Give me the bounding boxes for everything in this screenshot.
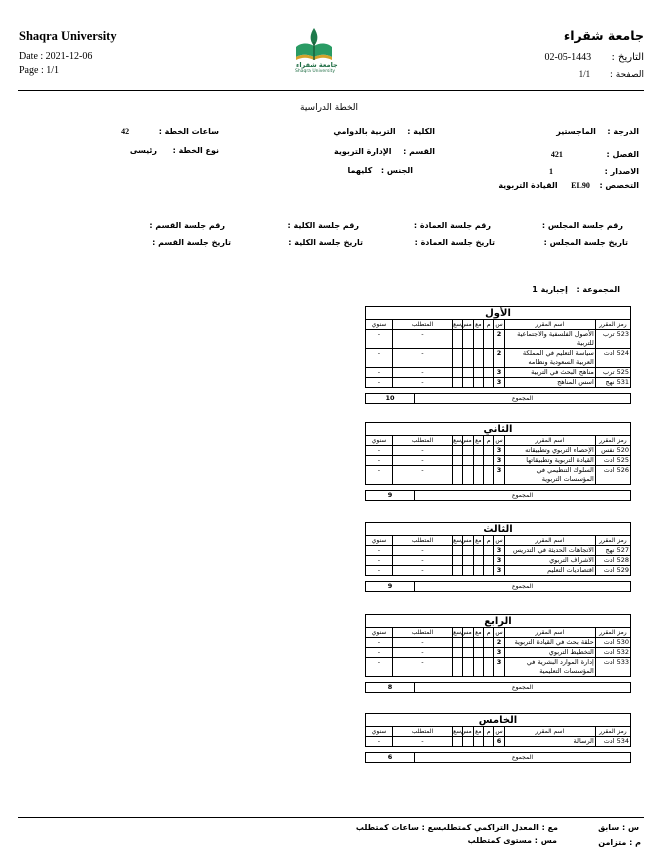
- semester-total-row: [365, 682, 631, 693]
- semester-block: [365, 614, 631, 693]
- cell-yearly: -: [366, 349, 393, 368]
- cell-name: التخطيط التربوي: [504, 648, 595, 658]
- degree-row: الدرجة : الماجستير: [556, 127, 639, 136]
- cell-ma: [473, 456, 483, 466]
- cell-s: 3: [494, 648, 504, 658]
- semester-title: الخامس: [365, 713, 631, 726]
- table-header-row: [366, 436, 631, 446]
- cell-req: -: [392, 368, 452, 378]
- cell-code: 532 ادت: [595, 648, 630, 658]
- cell-sa: [453, 368, 463, 378]
- cell-code: 528 ادت: [595, 556, 630, 566]
- cell-m: [484, 330, 494, 349]
- cell-name: سياسة التعليم في المملكة العربية السعودية ونظامه: [504, 349, 595, 368]
- semester-total-row: [365, 393, 631, 404]
- table-header-row: [366, 536, 631, 546]
- cell-m: [484, 466, 494, 485]
- table-row: [366, 378, 631, 388]
- column-header-req: المتطلب: [392, 320, 452, 330]
- college-session-no: رقم جلسة الكلية :: [287, 221, 359, 230]
- cell-name: إدارة الموارد البشرية في المؤسسات التعليمية: [504, 658, 595, 677]
- cell-m: [484, 638, 494, 648]
- cell-s: 3: [494, 378, 504, 388]
- total-label: المجموع: [414, 394, 630, 403]
- table-row: [366, 638, 631, 648]
- group-row: المجموعة : إجبارية 1: [532, 285, 620, 294]
- cell-req: -: [392, 378, 452, 388]
- table-header-row: [366, 320, 631, 330]
- cell-code: 525 ترب: [595, 368, 630, 378]
- dept-session-no: رقم جلسة القسم :: [149, 221, 225, 230]
- table-row: [366, 349, 631, 368]
- page-ar-label: الصفحة :: [609, 70, 644, 80]
- cell-ma: [473, 378, 483, 388]
- cell-ms: [463, 466, 473, 485]
- cell-sa: [453, 737, 463, 747]
- column-header-name: اسم المقرر: [504, 727, 595, 737]
- semester-block: [365, 306, 631, 404]
- cell-ma: [473, 658, 483, 677]
- cell-yearly: -: [366, 446, 393, 456]
- cell-s: 3: [494, 556, 504, 566]
- total-hours-value: 9: [387, 582, 393, 590]
- table-header-row: [366, 628, 631, 638]
- deanship-session-no: رقم جلسة العمادة :: [413, 221, 491, 230]
- column-header-yearly: سنوي: [366, 436, 393, 446]
- column-header-sa: سع: [453, 437, 462, 444]
- cell-ma: [473, 349, 483, 368]
- cell-sa: [453, 349, 463, 368]
- cell-sa: [453, 648, 463, 658]
- cell-m: [484, 378, 494, 388]
- column-header-ma: مع: [475, 728, 482, 735]
- page-value: : 1/1: [40, 65, 60, 76]
- gender-row: الجنس : كليهما: [347, 166, 413, 175]
- cell-name: الاتجاهات الحديثة في التدريس: [504, 546, 595, 556]
- cell-m: [484, 658, 494, 677]
- cell-ms: [463, 638, 473, 648]
- cell-code: 520 نفس: [595, 446, 630, 456]
- table-row: [366, 368, 631, 378]
- cell-code: 524 ادت: [595, 349, 630, 368]
- cell-name: حلقة بحث في القيادة التربوية: [504, 638, 595, 648]
- page-label: Page: [19, 65, 39, 76]
- column-header-yearly: سنوي: [366, 536, 393, 546]
- column-header-name: اسم المقرر: [504, 320, 595, 330]
- university-logo: [292, 26, 336, 76]
- column-header-sa: سع: [453, 629, 462, 636]
- cell-ma: [473, 566, 483, 576]
- column-header-s: س: [495, 629, 503, 636]
- cell-req: -: [392, 658, 452, 677]
- cell-s: 2: [494, 349, 504, 368]
- cell-ms: [463, 446, 473, 456]
- column-header-req: المتطلب: [392, 727, 452, 737]
- date-value: : 2021-12-06: [40, 51, 93, 62]
- column-header-req: المتطلب: [392, 436, 452, 446]
- cell-name: اقتصاديات التعليم: [504, 566, 595, 576]
- cell-code: 525 ادت: [595, 456, 630, 466]
- cell-req: -: [392, 556, 452, 566]
- cell-ms: [463, 546, 473, 556]
- cell-s: 3: [494, 658, 504, 677]
- cell-yearly: -: [366, 737, 393, 747]
- column-header-yearly: سنوي: [366, 320, 393, 330]
- cell-req: -: [392, 330, 452, 349]
- total-label: المجموع: [414, 753, 630, 762]
- column-header-req: المتطلب: [392, 628, 452, 638]
- major-row: التخصص : EL90 القيادة التربوية: [498, 181, 639, 190]
- table-row: [366, 658, 631, 677]
- cell-sa: [453, 658, 463, 677]
- cell-yearly: -: [366, 330, 393, 349]
- column-header-code: رمز المقرر: [595, 320, 630, 330]
- legend-ms: مس : مستوى كمتطلب: [467, 836, 557, 845]
- cell-sa: [453, 330, 463, 349]
- cell-yearly: -: [366, 566, 393, 576]
- cell-s: 3: [494, 546, 504, 556]
- cell-yearly: -: [366, 368, 393, 378]
- cell-code: 527 نهج: [595, 546, 630, 556]
- table-row: [366, 556, 631, 566]
- column-header-ma: مع: [475, 321, 482, 328]
- column-header-s: س: [495, 728, 503, 735]
- cell-ma: [473, 368, 483, 378]
- table-row: [366, 648, 631, 658]
- cell-ms: [463, 349, 473, 368]
- cell-m: [484, 456, 494, 466]
- column-header-ma: مع: [475, 537, 482, 544]
- semester-total-row: [365, 581, 631, 592]
- cell-req: -: [392, 648, 452, 658]
- courses-table: [365, 535, 631, 576]
- cell-ms: [463, 330, 473, 349]
- semester-title: الرابع: [365, 614, 631, 627]
- cell-s: 3: [494, 566, 504, 576]
- cell-name: الاشراف التربوي: [504, 556, 595, 566]
- column-header-name: اسم المقرر: [504, 436, 595, 446]
- deanship-session-date: تاريخ جلسة العمادة :: [414, 238, 495, 247]
- column-header-m: م: [484, 727, 494, 737]
- date-ar-label: التاريخ :: [611, 52, 644, 63]
- cell-ms: [463, 658, 473, 677]
- cell-m: [484, 546, 494, 556]
- cell-ms: [463, 556, 473, 566]
- cell-sa: [453, 546, 463, 556]
- semester-block: [365, 522, 631, 592]
- cell-code: 526 ادت: [595, 466, 630, 485]
- cell-req: -: [392, 446, 452, 456]
- total-label: المجموع: [414, 683, 630, 692]
- cell-sa: [453, 466, 463, 485]
- column-header-m: م: [484, 536, 494, 546]
- column-header-code: رمز المقرر: [595, 727, 630, 737]
- column-header-m: م: [484, 436, 494, 446]
- total-hours-value: 6: [387, 753, 393, 761]
- semester-title: الثالث: [365, 522, 631, 535]
- courses-table: [365, 319, 631, 388]
- column-header-yearly: سنوي: [366, 628, 393, 638]
- cell-req: -: [392, 566, 452, 576]
- college-row: الكلية : التربية بالدوامي: [333, 127, 435, 136]
- column-header-sa: سع: [453, 537, 462, 544]
- cell-sa: [453, 378, 463, 388]
- column-header-sa: سع: [453, 321, 462, 328]
- cell-name: اسس المناهج: [504, 378, 595, 388]
- cell-code: 529 ادت: [595, 566, 630, 576]
- doc-title: الخطة الدراسية: [300, 103, 359, 113]
- total-hours-value: 8: [387, 683, 393, 691]
- table-header-row: [366, 727, 631, 737]
- legend-s: س : سابق: [598, 823, 639, 832]
- cell-name: القيادة التربوية وتطبيقاتها: [504, 456, 595, 466]
- column-header-req: المتطلب: [392, 536, 452, 546]
- cell-m: [484, 368, 494, 378]
- semester-block: [365, 422, 631, 501]
- table-row: [366, 566, 631, 576]
- cell-yearly: -: [366, 378, 393, 388]
- total-hours-value: 10: [385, 394, 395, 402]
- cell-req: -: [392, 349, 452, 368]
- cell-ms: [463, 737, 473, 747]
- cell-req: -: [392, 546, 452, 556]
- column-header-ms: مس: [460, 437, 472, 444]
- legend-m: م : متزامن: [598, 838, 641, 847]
- version-row: الاصدار : 1: [549, 167, 639, 176]
- legend-sa: سع : ساعات كمتطلب: [355, 823, 441, 832]
- total-label: المجموع: [414, 582, 630, 591]
- courses-table: [365, 627, 631, 677]
- cell-req: -: [392, 456, 452, 466]
- cell-req: -: [392, 737, 452, 747]
- cell-code: 531 نهج: [595, 378, 630, 388]
- column-header-m: م: [484, 320, 494, 330]
- legend-ma: مع : المعدل التراكمي كمتطلب: [438, 823, 558, 832]
- plan-hours-row: ساعات الخطة : 42: [121, 127, 219, 136]
- column-header-ms: مس: [460, 321, 472, 328]
- table-row: [366, 737, 631, 747]
- semester-title: الأول: [365, 306, 631, 319]
- cell-m: [484, 648, 494, 658]
- cell-code: 523 ترب: [595, 330, 630, 349]
- cell-name: الأصول الفلسفية والاجتماعية للتربية: [504, 330, 595, 349]
- page-ar-row: [579, 69, 644, 80]
- total-label: المجموع: [414, 491, 630, 500]
- cell-m: [484, 446, 494, 456]
- cell-name: الرسالة: [504, 737, 595, 747]
- cell-ms: [463, 378, 473, 388]
- university-name-en: Shaqra University: [19, 29, 117, 43]
- cell-s: 2: [494, 638, 504, 648]
- cell-ma: [473, 648, 483, 658]
- cell-code: 530 ادت: [595, 638, 630, 648]
- column-header-s: س: [495, 321, 503, 328]
- logo-text-en: Shaqra University: [295, 69, 336, 74]
- cell-name: السلوك التنظيمي في المؤسسات التربوية: [504, 466, 595, 485]
- cell-s: 2: [494, 330, 504, 349]
- cell-yearly: -: [366, 456, 393, 466]
- date-ar-row: [544, 52, 644, 63]
- column-header-ms: مس: [460, 629, 472, 636]
- cell-m: [484, 556, 494, 566]
- plan-type-row: نوع الخطة : رئيسى: [129, 146, 219, 155]
- column-header-yearly: سنوي: [366, 727, 393, 737]
- cell-ma: [473, 737, 483, 747]
- cell-s: 3: [494, 466, 504, 485]
- university-name-ar: جامعة شقراء: [563, 28, 644, 43]
- cell-yearly: -: [366, 556, 393, 566]
- cell-sa: [453, 446, 463, 456]
- column-header-name: اسم المقرر: [504, 536, 595, 546]
- cell-ma: [473, 466, 483, 485]
- page-ar-value: 1/1: [578, 69, 591, 79]
- cell-yearly: -: [366, 648, 393, 658]
- cell-req: -: [392, 466, 452, 485]
- cell-ma: [473, 546, 483, 556]
- cell-yearly: -: [366, 658, 393, 677]
- column-header-s: س: [495, 437, 503, 444]
- cell-code: 534 ادت: [595, 737, 630, 747]
- cell-sa: [453, 556, 463, 566]
- table-row: [366, 456, 631, 466]
- table-row: [366, 466, 631, 485]
- column-header-ms: مس: [460, 537, 472, 544]
- cell-ms: [463, 648, 473, 658]
- cell-s: 3: [494, 456, 504, 466]
- dept-session-date: تاريخ جلسة القسم :: [152, 238, 231, 247]
- cell-s: 3: [494, 446, 504, 456]
- dept-row: القسم : الإدارة التربوية: [333, 147, 435, 156]
- cell-ma: [473, 638, 483, 648]
- cell-yearly: -: [366, 466, 393, 485]
- courses-table: [365, 726, 631, 747]
- table-row: [366, 446, 631, 456]
- column-header-code: رمز المقرر: [595, 628, 630, 638]
- table-row: [366, 546, 631, 556]
- logo-text-ar: جامعة شقراء: [296, 61, 338, 69]
- column-header-code: رمز المقرر: [595, 536, 630, 546]
- cell-req: -: [392, 638, 452, 648]
- cell-ms: [463, 566, 473, 576]
- cell-ma: [473, 330, 483, 349]
- page-row: [19, 65, 59, 76]
- column-header-m: م: [484, 628, 494, 638]
- date-row: [19, 51, 92, 62]
- cell-ms: [463, 368, 473, 378]
- footer-divider: [18, 817, 644, 818]
- date-ar-value: 02-05-1443: [544, 52, 592, 63]
- column-header-sa: سع: [453, 728, 462, 735]
- cell-s: 6: [494, 737, 504, 747]
- college-session-date: تاريخ جلسة الكلية :: [288, 238, 363, 247]
- date-label: Date: [19, 51, 38, 62]
- column-header-ma: مع: [475, 629, 482, 636]
- semester-title: الثاني: [365, 422, 631, 435]
- cell-sa: [453, 456, 463, 466]
- cell-m: [484, 349, 494, 368]
- cell-sa: [453, 638, 463, 648]
- semester-total-row: [365, 490, 631, 501]
- cell-yearly: -: [366, 638, 393, 648]
- column-header-name: اسم المقرر: [504, 628, 595, 638]
- cell-ma: [473, 556, 483, 566]
- cell-code: 533 ادت: [595, 658, 630, 677]
- semester-row: الفصل : 421: [550, 150, 639, 159]
- cell-m: [484, 566, 494, 576]
- council-session-no: رقم جلسة المجلس :: [541, 221, 623, 230]
- column-header-s: س: [495, 537, 503, 544]
- cell-m: [484, 737, 494, 747]
- cell-ma: [473, 446, 483, 456]
- cell-s: 3: [494, 368, 504, 378]
- cell-sa: [453, 566, 463, 576]
- cell-yearly: -: [366, 546, 393, 556]
- table-row: [366, 330, 631, 349]
- courses-table: [365, 435, 631, 485]
- cell-name: مناهج البحث في التربية: [504, 368, 595, 378]
- column-header-ma: مع: [475, 437, 482, 444]
- semester-block: [365, 713, 631, 763]
- total-hours-value: 9: [387, 491, 393, 499]
- cell-name: الإحصاء التربوي وتطبيقاته: [504, 446, 595, 456]
- council-session-date: تاريخ جلسة المجلس :: [543, 238, 628, 247]
- column-header-ms: مس: [460, 728, 472, 735]
- header-divider: [18, 90, 644, 91]
- cell-ms: [463, 456, 473, 466]
- semester-total-row: [365, 752, 631, 763]
- column-header-code: رمز المقرر: [595, 436, 630, 446]
